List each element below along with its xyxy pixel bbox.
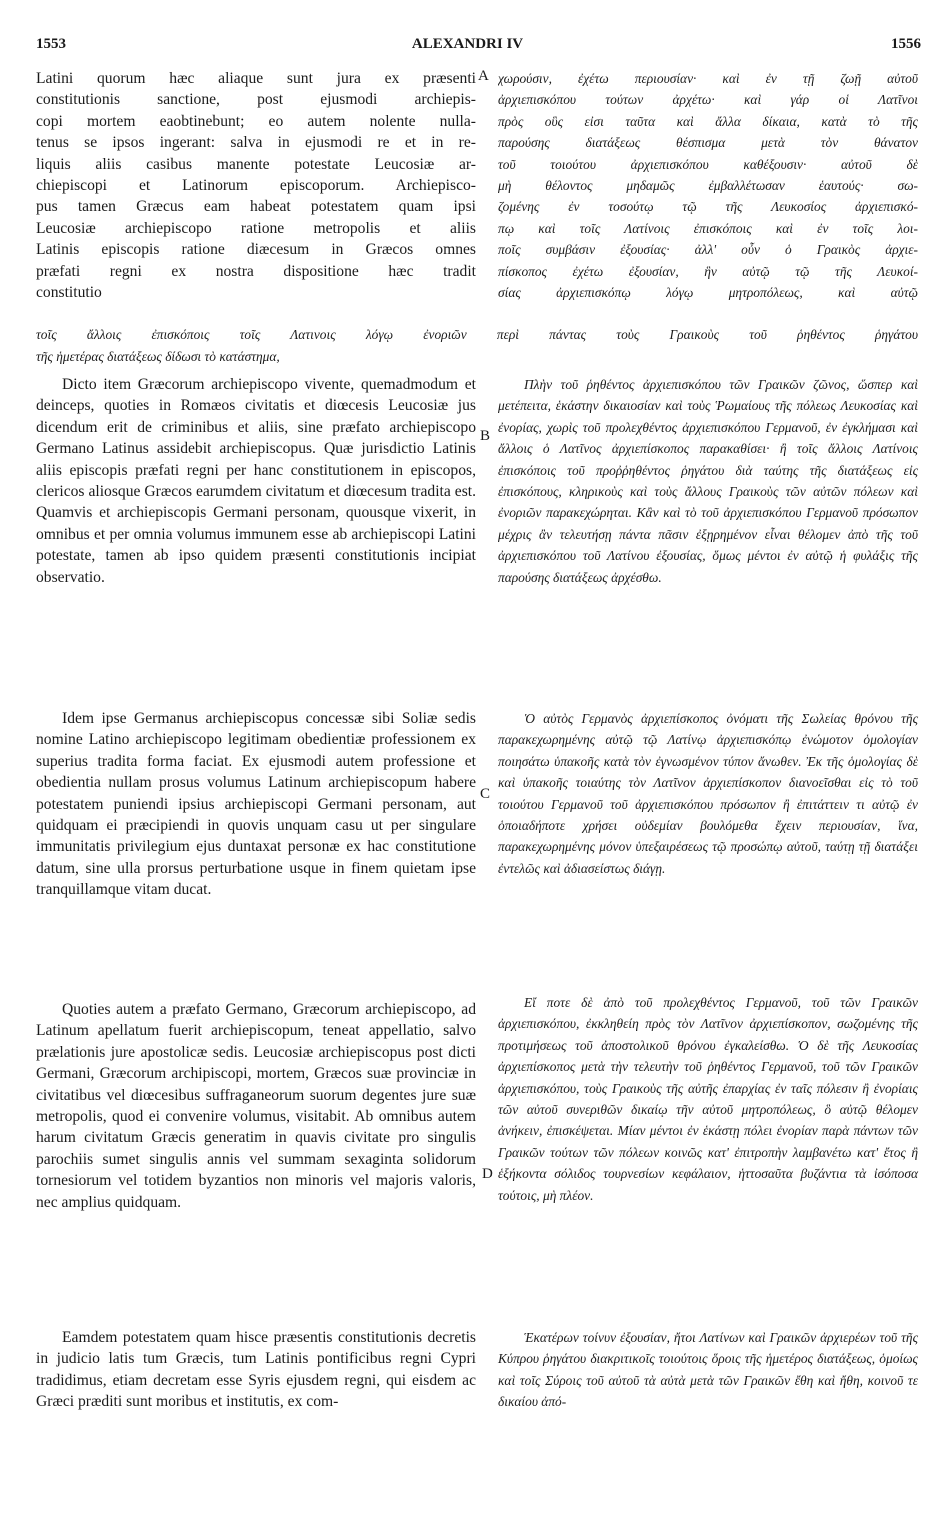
greek-paragraph-1 <box>498 68 918 303</box>
latin-line: constitutio <box>36 284 102 302</box>
greek-paragraph-4: Εἴ ποτε δὲ ἀπὸ τοῦ προλεχθέντος Γερμανοῦ, τοῦ τῶν Γραικῶν ἀρχιεπισκόπου, ἐκκληθείη πρὸς τὸν Λατῖνον ἀρχιεπίσκοπον, σωζομένης τῆς προτιμήσεως τοῦ ἀποστολικοῦ θρόνου ἐγκαλείσθω. Ὁ δὲ τῆς Λευκοσίας ἀρχιεπίσκοπος μετὰ τὴν τελευτὴν τοῦ ῥηθέντος Γερμανοῦ, τοῦ τῶν Γραικῶν ἀρχιεπισκόπου, τοὺς Γραικοὺς τῆς αὐτῆς ἐπαρχίας ἐν ταῖς πόλεσιν ἢ ἐνορίαις τῶν αὐτοῦ συνεριθῶν δικαίῳ τῆν αὐτοῦ μητροπόλεως, ὃ αὐτῷ θέλομεν ἀνήκειν, ἐπισκέψεται. Μίαν μέντοι ἐν ἑκάστῃ πόλει ἐνορίαν παρὰ πάντων τῶν Γραικῶν τούτων τῶν πόλεων κοινῶς κατ' ἐπιτροπὴν λαμβανέτω κατ' ἔτος ἢ ἑξήκοντα σόλιδος τουρνεσίων κεφάλαιον, ἡττοσαῦτα βυζάντια τὰ ἰσόποσα τούτοις, μὴ πλέον. <box>498 995 918 1203</box>
latin-line: copi mortem eaobtinebunt; eo autem nolente nulla- <box>36 112 476 130</box>
latin-line: liquis aliis casibus manente potestate Leucosiæ ar- <box>36 155 476 173</box>
greek-line: τοῦ τοιούτου ἀρχιεπισκόπου καθέξουσιν· αὐτοῦ δὲ <box>498 156 918 172</box>
greek-line: πίσκοπος ἐχέτω ἐξουσίαν, ἣν αὐτῷ τῷ τῆς Λευκοί- <box>498 263 918 279</box>
margin-letter-d: D <box>482 1166 493 1182</box>
greek-line: πῳ καὶ τοῖς Λατίνοις ἐπισκόποις καὶ ἐν τοῖς λοι- <box>498 220 918 236</box>
greek-line: πρὸς οὓς εἰσι ταῦτα καὶ ἄλλα δίκαια, κατὰ τὸ τῆς <box>498 113 918 129</box>
latin-paragraph-5: Eamdem potestatem quam hisce præsentis constitutionis decretis in judicio latis tum Græcis, tum Latinis pontificibus regni Cypri tradidimus, etiam decretam esse Syris ejusdem regni, qui eisdem ac Græci præditi sunt moribus et institutis, ex com- <box>36 1329 476 1411</box>
greek-line: ἀρχιεπισκόπου τούτων ἀρχέτω· καὶ γάρ οἱ Λατῖνοι <box>498 92 918 108</box>
latin-line: pus tamen Græcus eam habeat potestatem quam ipsi <box>36 198 476 216</box>
page-number-right: 1556 <box>891 36 921 52</box>
greek-spanning-line-2: τῆς ἡμετέρας διατάξεως δίδωσι τὸ κατάστημα, <box>36 349 280 364</box>
greek-line: ποῖς συμβάσιν ἐξουσίας· ἀλλ' οὖν ὁ Γραικὸς ἀρχιε- <box>498 242 918 258</box>
margin-letter-c: C <box>480 786 491 802</box>
margin-letter-a: A <box>478 68 489 84</box>
greek-line: ζομένης ἐν τοσούτῳ τῷ τῆς Λευκοσίος ἀρχιεπισκό- <box>498 199 918 215</box>
latin-line: tenus se ipsos ingerant: salva in ejusmodi re et in re- <box>36 134 476 152</box>
greek-paragraph-2: Πλὴν τοῦ ῥηθέντος ἀρχιεπισκόπου τῶν Γραικῶν ζῶνος, ὥσπερ καὶ μετέπειτα, ἑκάστην δικαιοσίαν καὶ τοὺς Ῥωμαίους τῆς πόλεως Λευκοσίας καὶ ἐνορίας, χωρὶς τοῦ προλεχθέντος ἀρχιεπισκόπου Γερμανοῦ, ἐν ἐγκλήμασι καὶ ἄλλοις ὁ Λατῖνος ἀρχιεπίσκοπος παρακαθίσει· ἢ τοῖς ἄλλοις Λατίνοις ἐπισκόποις τοῦ προῤῥηθέντος ῥηγάτου διὰ ταύτης τῆς διατάξεως εἰς ἐπισκόπους, κληρικοὺς καὶ τοὺς ἄλλους Γραικοὺς τῶν αὐτῶν πόλεων καὶ ἐνοριῶν παρακεχώρηται. Κἂν καὶ τὸ τοῦ ἀρχιεπισκόπου Γερμανοῦ πρόσωπον μέχρις ἂν τελευτήσῃ πάντα πᾶσιν ἐξῃρημένον εἶναι θέλομεν ἀπὸ τῆς τοῦ ἀρχιεπισκόπου τοῦ Λατίνου ἐξουσίας, ὅμως μέντοι ἐν αὐτῷ ἡ φυλάξις τῆς παρούσης διατάξεως ἀρχέσθω. <box>498 377 918 585</box>
latin-line: Latinis episcopis ratione diæcesum in Græcos omnes <box>36 241 476 259</box>
latin-paragraph-4: Quoties autem a præfato Germano, Græcorum archiepiscopo, ad Latinum apellatum fuerit archiepiscopum, teneat appellatio, salvo prælationis jure apostolicæ sedis. Leucosiæ archiepiscopus post dicti Germani, Græcorum archipiscopi, mortem, Græcos suæ provinciæ in civitatibus vel diœcesibus suffraganeorum suorum degentes jure suæ metropolis, quod ei convenire volumus, visitabit. Ab omnibus autem harum civitatum Græcis generatim in quavis civitate pro singulis parochiis sumet singulis annis vel summam sexaginta solidorum tornesiorum vel totidem byzantios non minoris vel majoris valoris, nec amplius quidquam. <box>36 1001 476 1211</box>
greek-paragraph-3: Ὁ αὐτὸς Γερμανὸς ἀρχιεπίσκοπος ὀνόματι τῆς Σωλείας θρόνου τῆς παρακεχωρημένης αὐτῷ τῷ Λατίνῳ ἀρχιεπισκόπῳ ἐνώμοτον ὁμολογίαν ποιησάτω ὑπακοῆς κατὰ τὸν ἐγνωσμένον τύπον ἄνωθεν. Ἐκ τῆς ὁμολογίας δὲ καὶ ὑπακοῆς τοιαύτης τὸν Λατῖνον ἀρχιεπίσκοπον διανοεῖσθαι εἰς τὸ τοῦ τοιούτου Γερμανοῦ τοῦ ἀρχιεπισκόπου πρόσωπον ἢ ἐπιτάττειν τι αὐτῷ ἐν ὁποιαδήποτε χρήσει οὐδεμίαν βουλόμεθα ἔχειν περιουσίαν, ἵνα, παρακεχωρημένης μόνον ὑπεξαιρέσεως τῷ προσώπῳ αὐτοῦ, ταύτῃ τῇ διατάξει ἐντελῶς καὶ ἀδιασείστως διάγῃ. <box>498 711 918 876</box>
page-header <box>0 36 935 60</box>
latin-line: Leucosiæ archiepiscopo ratione metropolis et aliis <box>36 219 476 237</box>
latin-line: præfati regni ex nostra dispositione hæc tradit <box>36 262 476 280</box>
greek-line: μὴ θέλοντος μηδαμῶς ἐμβαλλέτωσαν ἑαυτούς· σω- <box>498 178 918 194</box>
greek-line: χωρούσιν, ἐχέτω περιουσίαν· καὶ ἐν τῇ ζωῇ αὐτοῦ <box>498 71 918 86</box>
latin-paragraph-2: Dicto item Græcorum archiepiscopo vivente, quemadmodum et deinceps, quoties in Romæos civitatis et diœcesis Leucosiæ jus dicendum erit de criminibus et aliis, sine præfato archiepiscopo Germano Latinus assidebit archiepiscopus. Quæ jurisdictio Latinis aliis episcopis præfati regni per hanc constitutionem in episcopos, clericos aliosque Græcos earumdem civitatum et diœcesum tradita est. Quamvis et archiepiscopis Germani personam, quousque vixerit, in omnibus et per omnia volumus immunem esse ab archiepiscopi Latini potestate, tamen ab ipso quidem præsenti constitutionis incipiat observatio. <box>36 376 476 586</box>
greek-spanning-line-1: τοῖς ἄλλοις ἐπισκόποις τοῖς Λατινοις λόγῳ ἐνοριῶν περὶ πάντας τοὺς Γραικοὺς τοῦ ῥηθέντος ῥηγάτου <box>36 327 918 342</box>
latin-line: Latini quorum hæc aliaque sunt jura ex præsenti <box>36 70 476 87</box>
greek-line: σίας ἀρχιεπισκόπῳ λόγῳ μητροπόλεως, καὶ αὐτῷ <box>498 285 918 301</box>
latin-line: constitutionis sanctione, post ejusmodi archiepis- <box>36 91 476 109</box>
running-title: ALEXANDRI IV <box>411 36 524 52</box>
latin-line: chiepiscopi et Latinorum episcoporum. Archiepisco- <box>36 177 476 195</box>
greek-paragraph-5: Ἑκατέρων τοίνυν ἐξουσίαν, ἤτοι Λατίνων καὶ Γραικῶν ἀρχιερέων τοῦ τῆς Κύπρου ῥηγάτου διακριτικοῖς τοιούτοις ὅροις τῆς ἡμετέρος διατάξεως, ὁμοίως καὶ τοῖς Σύροις τοῦ αὐτοῦ τὰ αὐτὰ μετὰ τῶν Γραικῶν ἔθη καὶ ἤθη, κοινοῦ τε δικαίου ἀπό- <box>498 1330 918 1410</box>
greek-line: παρούσης διατάξεως θέσπισμα μετὰ τὸν θάνατον <box>498 135 918 151</box>
latin-paragraph-3: Idem ipse Germanus archiepiscopus concessæ sibi Soliæ sedis nomine Latino archiepiscopo legitimam obedientiæ professionem ex superius tradita forma faciat. Ex ejusmodi autem professione et obedientia nullam prosus volumus Latinum archiepiscopum habere potestatem puniendi ipsius archiepiscopi Germani personam, aut quidquam ei præcipiendi in quovis unquam casu ut per singulare immunitatis privilegium ejus duntaxat personæ ex hac constitutione datum, sine ulla prorsus perturbatione usque in finem quietam ipse tranquillamque vitam ducat. <box>36 710 476 899</box>
page-number-left: 1553 <box>36 36 66 52</box>
latin-paragraph-1 <box>36 68 476 303</box>
margin-letter-b: B <box>480 428 491 444</box>
